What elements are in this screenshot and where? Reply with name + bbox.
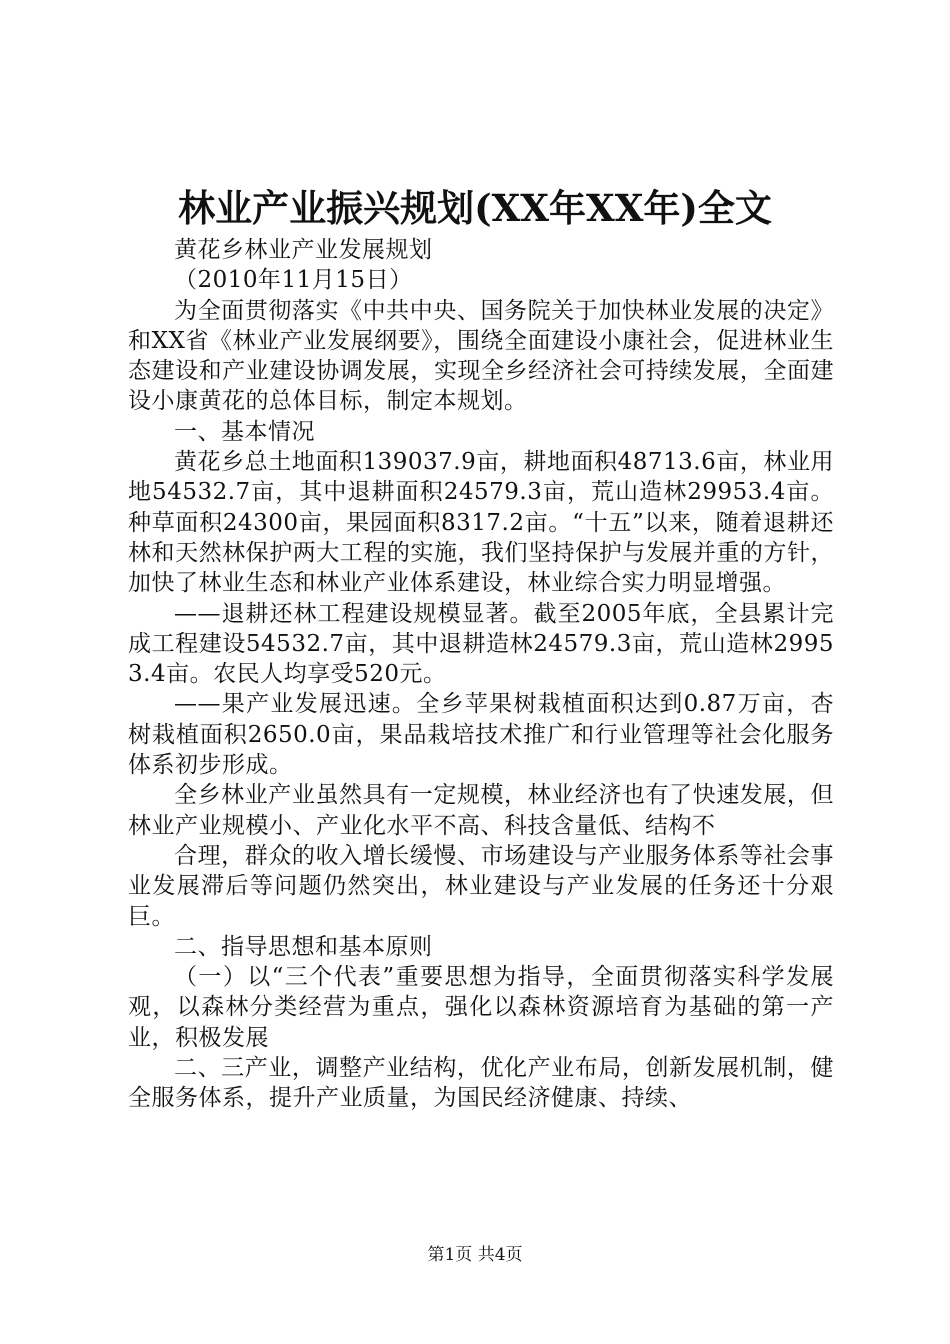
paragraph: ——果产业发展迅速。全乡苹果树栽植面积达到0.87万亩，杏树栽植面积2650.0亩，果品栽培技术推广和行业管理等社会化服务体系初步形成。 (128, 691, 834, 779)
section-heading: 一、基本情况 (174, 418, 315, 445)
paragraph: （一）以“三个代表”重要思想为指导，全面贯彻落实科学发展观，以森林分类经营为重点，强化以森林资源培育为基础的第一产业，积极发展 (128, 964, 834, 1051)
paragraph: 二、三产业，调整产业结构，优化产业布局，创新发展机制，健全服务体系，提升产业质量，为国民经济健康、持续、 (128, 1055, 834, 1112)
page-footer: 第1页 共4页 (427, 1245, 523, 1265)
paragraph: ——退耕还林工程建设规模显著。截至2005年底，全县累计完成工程建设54532.7亩，其中退耕造林24579.3亩，荒山造林29953.4亩。农民人均享受520元。 (128, 600, 834, 688)
paragraph: 为全面贯彻落实《中共中央、国务院关于加快林业发展的决定》和XX省《林业产业发展纲要》，围绕全面建设小康社会，促进林业生态建设和产业建设协调发展，实现全乡经济社会可持续发展，全面建设小康黄花的总体目标，制定本规划。 (128, 297, 834, 415)
subtitle: 黄花乡林业产业发展规划 (174, 237, 433, 263)
paragraph: 合理，群众的收入增长缓慢、市场建设与产业服务体系等社会事业发展滞后等问题仍然突出，林业建设与产业发展的任务还十分艰巨。 (128, 842, 834, 930)
paragraph: 黄花乡总土地面积139037.9亩，耕地面积48713.6亩，林业用地54532.7亩，其中退耕面积24579.3亩，荒山造林29953.4亩。种草面积24300亩，果园面积8317.2亩。“十五”以来，随着退耕还林和天然林保护两大工程的实施，我们坚持保护与发展并重的方针，加快了林业生态和林业产业体系建设，林业综合实力明显增强。 (128, 449, 834, 597)
document-body (128, 235, 834, 1114)
section-heading: 二、指导思想和基本原则 (174, 933, 433, 960)
page-title: 林业产业振兴规划(XX年XX年)全文 (178, 186, 772, 230)
date-line: （2010年11月15日） (174, 267, 413, 294)
paragraph: 全乡林业产业虽然具有一定规模，林业经济也有了快速发展，但林业产业规模小、产业化水平不高、科技含量低、结构不 (128, 782, 834, 839)
